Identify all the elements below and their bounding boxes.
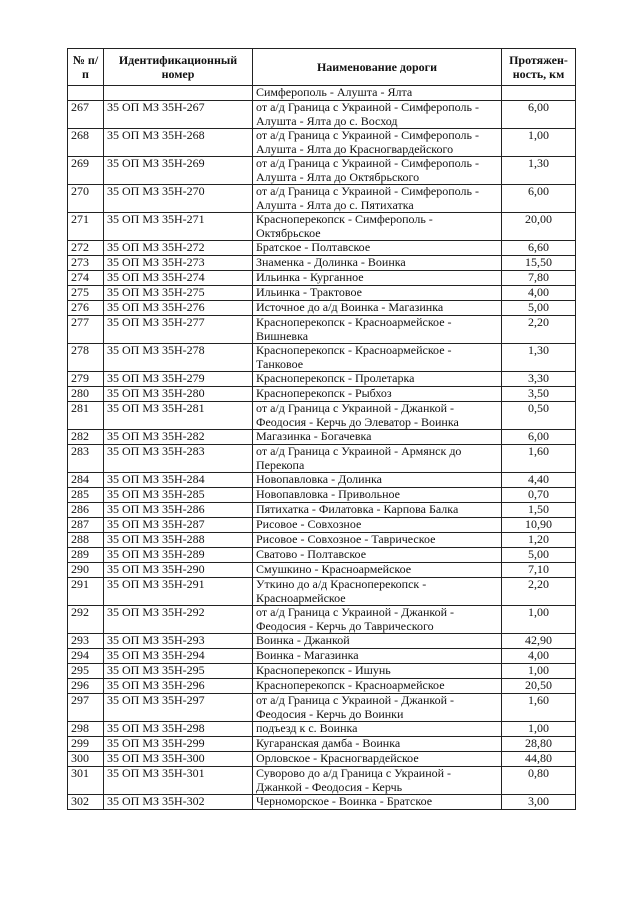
row-length: 6,60 xyxy=(502,241,576,256)
row-length: 0,50 xyxy=(502,402,576,430)
table-row xyxy=(68,578,576,606)
continuation-identifier xyxy=(104,86,253,101)
row-identifier: 35 ОП МЗ 35Н-268 xyxy=(104,129,253,157)
row-number: 298 xyxy=(68,722,104,737)
row-number: 268 xyxy=(68,129,104,157)
table-row xyxy=(68,316,576,344)
row-road-name: Источное до а/д Воинка - Магазинка xyxy=(253,301,502,316)
row-length: 1,00 xyxy=(502,129,576,157)
table-row xyxy=(68,533,576,548)
table-row xyxy=(68,503,576,518)
row-road-name: Воинка - Магазинка xyxy=(253,649,502,664)
table-body xyxy=(68,86,576,810)
row-road-name: Смушкино - Красноармейское xyxy=(253,563,502,578)
table-row xyxy=(68,387,576,402)
row-number: 279 xyxy=(68,372,104,387)
row-length: 6,00 xyxy=(502,101,576,129)
continuation-length xyxy=(502,86,576,101)
roads-table xyxy=(67,48,576,810)
row-identifier: 35 ОП МЗ 35Н-274 xyxy=(104,271,253,286)
table-row xyxy=(68,664,576,679)
row-road-name: от а/д Граница с Украиной - Джанкой - Феодосия - Керчь до Элеватор - Воинка xyxy=(253,402,502,430)
row-number: 292 xyxy=(68,606,104,634)
row-identifier: 35 ОП МЗ 35Н-300 xyxy=(104,752,253,767)
row-length: 7,10 xyxy=(502,563,576,578)
header-number: № п/п xyxy=(68,49,104,86)
header-length: Протяжен-ность, км xyxy=(502,49,576,86)
row-road-name: Суворово до а/д Граница с Украиной - Джанкой - Феодосия - Керчь xyxy=(253,767,502,795)
row-number: 267 xyxy=(68,101,104,129)
row-identifier: 35 ОП МЗ 35Н-289 xyxy=(104,548,253,563)
table-row xyxy=(68,372,576,387)
row-road-name: Братское - Полтавское xyxy=(253,241,502,256)
row-length: 3,00 xyxy=(502,795,576,810)
header-road-name: Наименование дороги xyxy=(253,49,502,86)
row-length: 5,00 xyxy=(502,301,576,316)
row-length: 6,00 xyxy=(502,430,576,445)
row-number: 299 xyxy=(68,737,104,752)
row-road-name: Знаменка - Долинка - Воинка xyxy=(253,256,502,271)
row-road-name: Магазинка - Богачевка xyxy=(253,430,502,445)
row-number: 296 xyxy=(68,679,104,694)
row-identifier: 35 ОП МЗ 35Н-283 xyxy=(104,445,253,473)
row-number: 278 xyxy=(68,344,104,372)
row-identifier: 35 ОП МЗ 35Н-271 xyxy=(104,213,253,241)
table-row xyxy=(68,129,576,157)
row-road-name: Пятихатка - Филатовка - Карпова Балка xyxy=(253,503,502,518)
table-row xyxy=(68,634,576,649)
row-identifier: 35 ОП МЗ 35Н-302 xyxy=(104,795,253,810)
row-road-name: Рисовое - Совхозное - Таврическое xyxy=(253,533,502,548)
row-road-name: Орловское - Красногвардейское xyxy=(253,752,502,767)
table-row xyxy=(68,767,576,795)
row-identifier: 35 ОП МЗ 35Н-276 xyxy=(104,301,253,316)
row-identifier: 35 ОП МЗ 35Н-269 xyxy=(104,157,253,185)
row-number: 294 xyxy=(68,649,104,664)
table-row xyxy=(68,737,576,752)
row-identifier: 35 ОП МЗ 35Н-292 xyxy=(104,606,253,634)
row-number: 281 xyxy=(68,402,104,430)
row-length: 15,50 xyxy=(502,256,576,271)
table-row xyxy=(68,679,576,694)
row-identifier: 35 ОП МЗ 35Н-299 xyxy=(104,737,253,752)
row-identifier: 35 ОП МЗ 35Н-272 xyxy=(104,241,253,256)
row-road-name: Новопавловка - Привольное xyxy=(253,488,502,503)
row-road-name: Красноперекопск - Красноармейское - Вишневка xyxy=(253,316,502,344)
table-row xyxy=(68,301,576,316)
row-road-name: Черноморское - Воинка - Братское xyxy=(253,795,502,810)
row-road-name: от а/д Граница с Украиной - Симферополь - Алушта - Ялта до с. Восход xyxy=(253,101,502,129)
row-road-name: Красноперекопск - Красноармейское xyxy=(253,679,502,694)
row-identifier: 35 ОП МЗ 35Н-279 xyxy=(104,372,253,387)
table-row xyxy=(68,402,576,430)
row-road-name: Ильинка - Курганное xyxy=(253,271,502,286)
row-identifier: 35 ОП МЗ 35Н-291 xyxy=(104,578,253,606)
row-number: 284 xyxy=(68,473,104,488)
row-length: 4,00 xyxy=(502,286,576,301)
table-header xyxy=(68,49,576,86)
row-identifier: 35 ОП МЗ 35Н-290 xyxy=(104,563,253,578)
row-identifier: 35 ОП МЗ 35Н-270 xyxy=(104,185,253,213)
row-identifier: 35 ОП МЗ 35Н-273 xyxy=(104,256,253,271)
row-number: 277 xyxy=(68,316,104,344)
row-identifier: 35 ОП МЗ 35Н-288 xyxy=(104,533,253,548)
row-number: 301 xyxy=(68,767,104,795)
row-number: 276 xyxy=(68,301,104,316)
row-identifier: 35 ОП МЗ 35Н-296 xyxy=(104,679,253,694)
table-row xyxy=(68,271,576,286)
row-road-name: от а/д Граница с Украиной - Симферополь - Алушта - Ялта до Красногвардейского xyxy=(253,129,502,157)
row-identifier: 35 ОП МЗ 35Н-295 xyxy=(104,664,253,679)
row-identifier: 35 ОП МЗ 35Н-267 xyxy=(104,101,253,129)
row-length: 1,20 xyxy=(502,533,576,548)
row-identifier: 35 ОП МЗ 35Н-280 xyxy=(104,387,253,402)
row-number: 283 xyxy=(68,445,104,473)
row-identifier: 35 ОП МЗ 35Н-275 xyxy=(104,286,253,301)
row-identifier: 35 ОП МЗ 35Н-282 xyxy=(104,430,253,445)
row-length: 1,00 xyxy=(502,664,576,679)
table-row xyxy=(68,286,576,301)
row-length: 20,50 xyxy=(502,679,576,694)
row-road-name: от а/д Граница с Украиной - Джанкой - Феодосия - Керчь до Таврического xyxy=(253,606,502,634)
table-row xyxy=(68,606,576,634)
row-number: 287 xyxy=(68,518,104,533)
table-row xyxy=(68,795,576,810)
row-identifier: 35 ОП МЗ 35Н-301 xyxy=(104,767,253,795)
row-identifier: 35 ОП МЗ 35Н-298 xyxy=(104,722,253,737)
row-number: 293 xyxy=(68,634,104,649)
continuation-number xyxy=(68,86,104,101)
row-number: 280 xyxy=(68,387,104,402)
row-number: 282 xyxy=(68,430,104,445)
row-number: 288 xyxy=(68,533,104,548)
row-road-name: Красноперекопск - Пролетарка xyxy=(253,372,502,387)
row-length: 1,30 xyxy=(502,344,576,372)
row-length: 5,00 xyxy=(502,548,576,563)
header-identifier: Идентификационный номер xyxy=(104,49,253,86)
row-road-name: Ильинка - Трактовое xyxy=(253,286,502,301)
row-number: 270 xyxy=(68,185,104,213)
row-length: 4,40 xyxy=(502,473,576,488)
row-number: 272 xyxy=(68,241,104,256)
row-road-name: от а/д Граница с Украиной - Симферополь - Алушта - Ялта до с. Пятихатка xyxy=(253,185,502,213)
row-road-name: Кугаранская дамба - Воинка xyxy=(253,737,502,752)
row-length: 1,30 xyxy=(502,157,576,185)
row-length: 4,00 xyxy=(502,649,576,664)
table-row xyxy=(68,752,576,767)
row-identifier: 35 ОП МЗ 35Н-277 xyxy=(104,316,253,344)
row-length: 1,50 xyxy=(502,503,576,518)
row-road-name: Уткино до а/д Красноперекопск - Красноармейское xyxy=(253,578,502,606)
table-row xyxy=(68,344,576,372)
row-number: 273 xyxy=(68,256,104,271)
row-number: 290 xyxy=(68,563,104,578)
continuation-road-name: Симферополь - Алушта - Ялта xyxy=(253,86,502,101)
row-number: 291 xyxy=(68,578,104,606)
table-row xyxy=(68,256,576,271)
table-row xyxy=(68,101,576,129)
table-row xyxy=(68,185,576,213)
table-row xyxy=(68,430,576,445)
row-road-name: Рисовое - Совхозное xyxy=(253,518,502,533)
row-road-name: Воинка - Джанкой xyxy=(253,634,502,649)
row-road-name: подъезд к с. Воинка xyxy=(253,722,502,737)
row-road-name: Красноперекопск - Ишунь xyxy=(253,664,502,679)
row-identifier: 35 ОП МЗ 35Н-284 xyxy=(104,473,253,488)
row-number: 302 xyxy=(68,795,104,810)
row-number: 286 xyxy=(68,503,104,518)
row-length: 1,00 xyxy=(502,722,576,737)
row-length: 10,90 xyxy=(502,518,576,533)
table-row xyxy=(68,488,576,503)
table-row xyxy=(68,694,576,722)
row-number: 285 xyxy=(68,488,104,503)
row-road-name: от а/д Граница с Украиной - Джанкой - Феодосия - Керчь до Воинки xyxy=(253,694,502,722)
row-length: 42,90 xyxy=(502,634,576,649)
row-length: 0,80 xyxy=(502,767,576,795)
row-road-name: Красноперекопск - Рыбхоз xyxy=(253,387,502,402)
continuation-row xyxy=(68,86,576,101)
row-identifier: 35 ОП МЗ 35Н-286 xyxy=(104,503,253,518)
row-length: 2,20 xyxy=(502,578,576,606)
row-identifier: 35 ОП МЗ 35Н-278 xyxy=(104,344,253,372)
table-row xyxy=(68,213,576,241)
row-number: 274 xyxy=(68,271,104,286)
row-length: 28,80 xyxy=(502,737,576,752)
row-length: 6,00 xyxy=(502,185,576,213)
table-row xyxy=(68,473,576,488)
row-length: 3,30 xyxy=(502,372,576,387)
row-length: 20,00 xyxy=(502,213,576,241)
row-length: 2,20 xyxy=(502,316,576,344)
row-length: 1,00 xyxy=(502,606,576,634)
row-road-name: от а/д Граница с Украиной - Симферополь - Алушта - Ялта до Октябрьского xyxy=(253,157,502,185)
row-number: 289 xyxy=(68,548,104,563)
row-number: 297 xyxy=(68,694,104,722)
row-identifier: 35 ОП МЗ 35Н-293 xyxy=(104,634,253,649)
row-length: 44,80 xyxy=(502,752,576,767)
row-road-name: от а/д Граница с Украиной - Армянск до Перекопа xyxy=(253,445,502,473)
row-number: 300 xyxy=(68,752,104,767)
row-road-name: Красноперекопск - Красноармейское - Танковое xyxy=(253,344,502,372)
row-number: 295 xyxy=(68,664,104,679)
row-identifier: 35 ОП МЗ 35Н-297 xyxy=(104,694,253,722)
row-identifier: 35 ОП МЗ 35Н-281 xyxy=(104,402,253,430)
row-identifier: 35 ОП МЗ 35Н-285 xyxy=(104,488,253,503)
row-number: 275 xyxy=(68,286,104,301)
table-row xyxy=(68,548,576,563)
row-road-name: Красноперекопск - Симферополь - Октябрьское xyxy=(253,213,502,241)
row-road-name: Сватово - Полтавское xyxy=(253,548,502,563)
row-length: 7,80 xyxy=(502,271,576,286)
table-row xyxy=(68,563,576,578)
row-identifier: 35 ОП МЗ 35Н-294 xyxy=(104,649,253,664)
table-row xyxy=(68,649,576,664)
row-length: 3,50 xyxy=(502,387,576,402)
table-row xyxy=(68,518,576,533)
table-row xyxy=(68,241,576,256)
row-road-name: Новопавловка - Долинка xyxy=(253,473,502,488)
row-length: 1,60 xyxy=(502,694,576,722)
row-number: 271 xyxy=(68,213,104,241)
row-number: 269 xyxy=(68,157,104,185)
table-row xyxy=(68,157,576,185)
row-identifier: 35 ОП МЗ 35Н-287 xyxy=(104,518,253,533)
table-row xyxy=(68,722,576,737)
row-length: 0,70 xyxy=(502,488,576,503)
row-length: 1,60 xyxy=(502,445,576,473)
table-row xyxy=(68,445,576,473)
